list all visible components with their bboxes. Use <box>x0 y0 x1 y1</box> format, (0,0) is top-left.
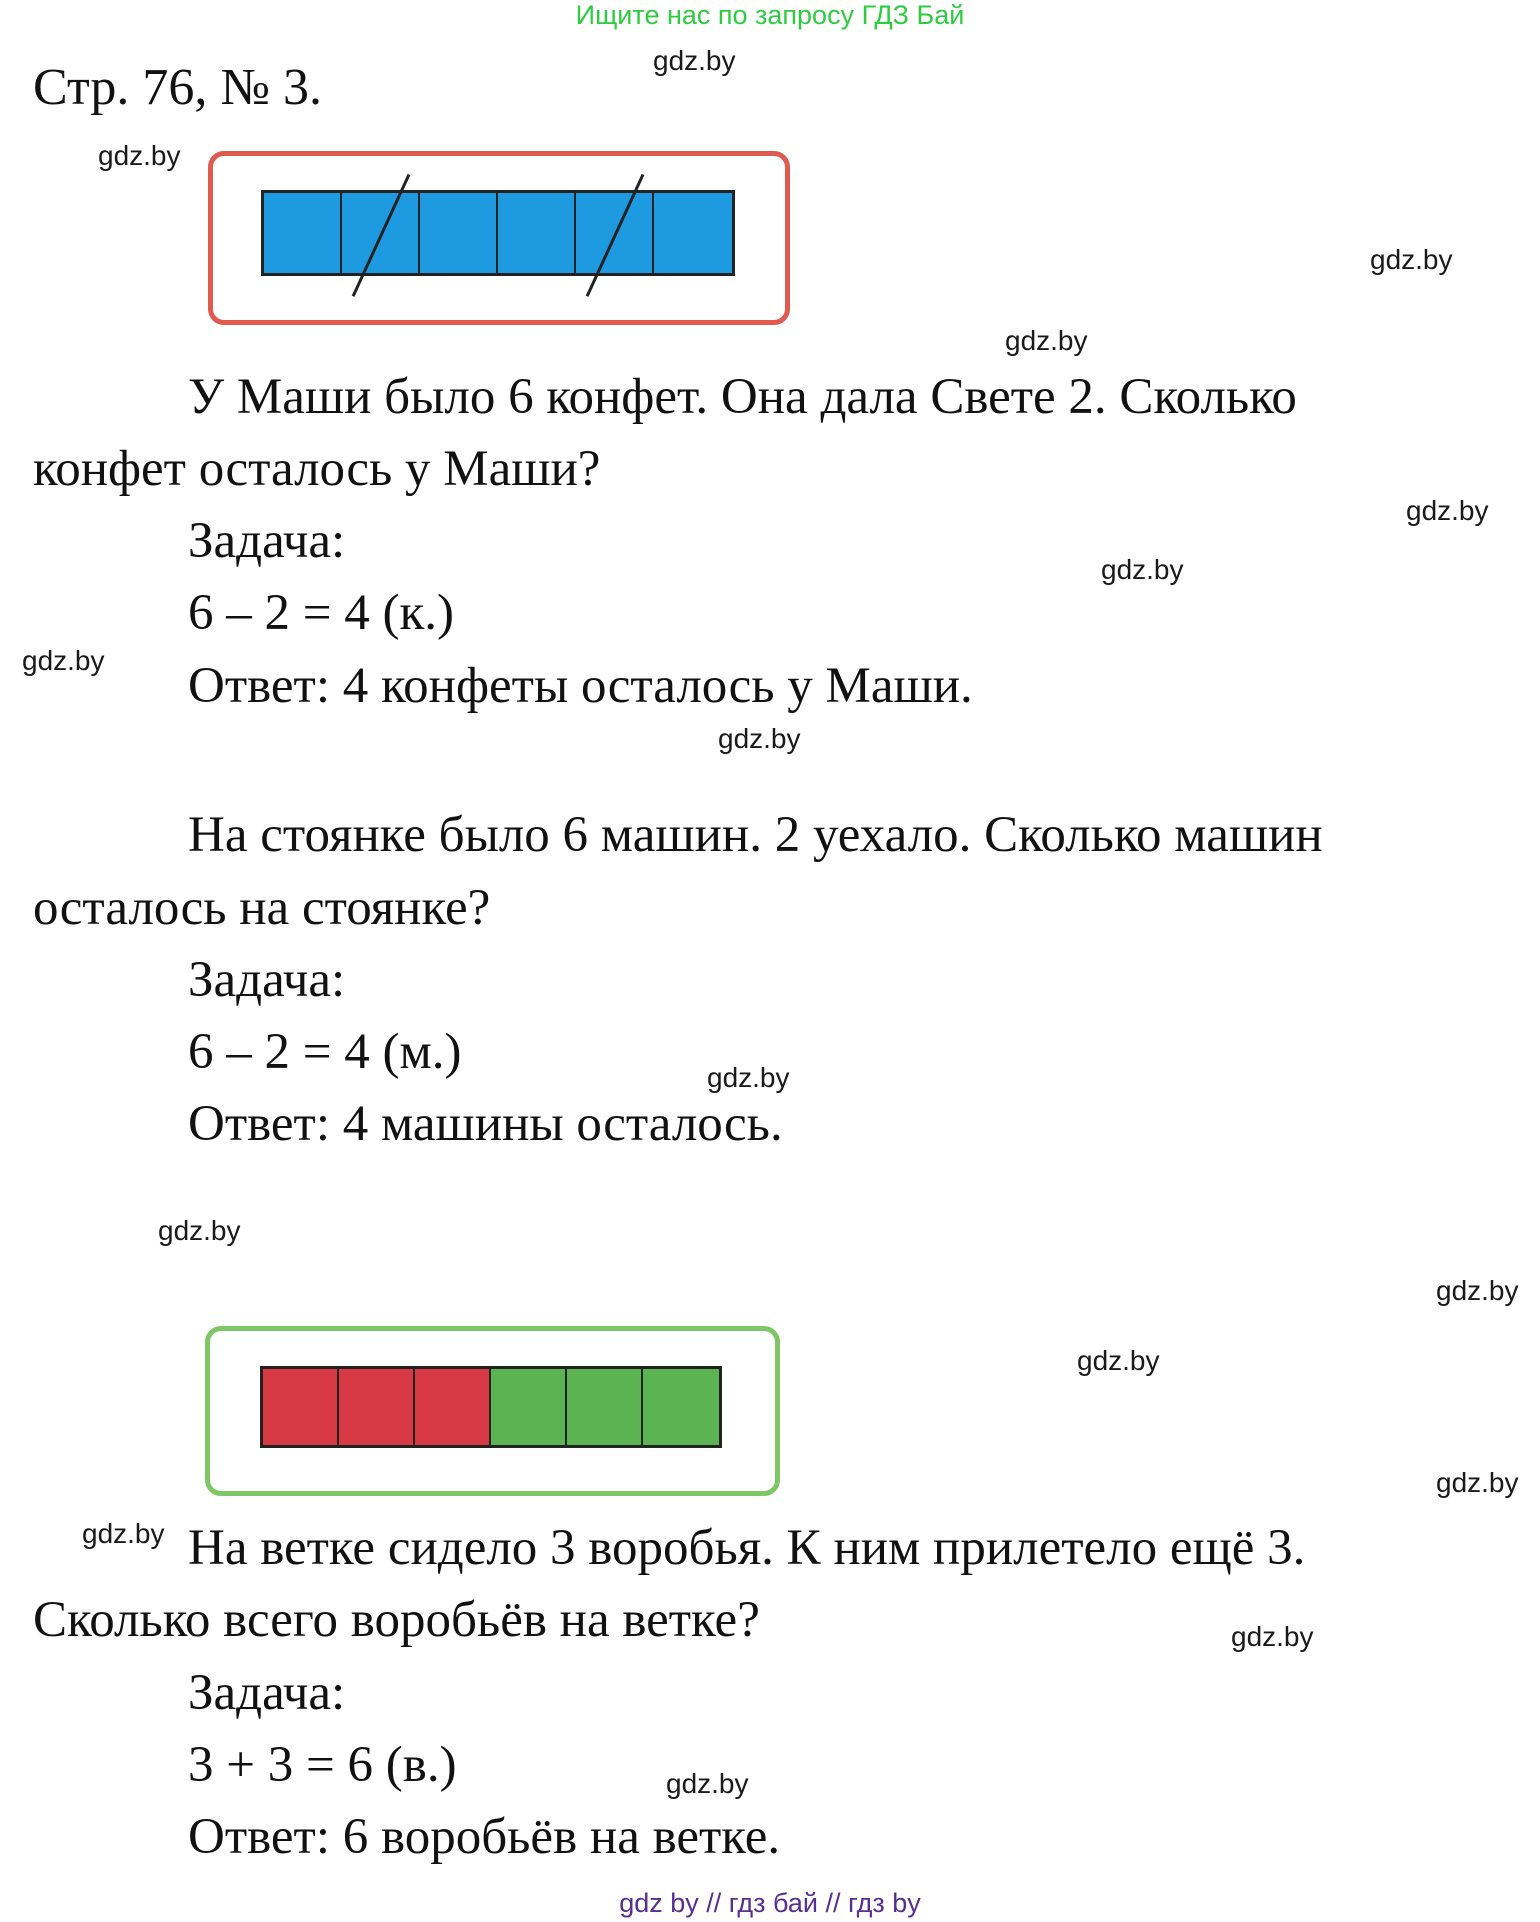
red-square-1 <box>263 1369 339 1445</box>
problem-3-line-2: Сколько всего воробьёв на ветке? <box>33 1592 760 1648</box>
problem-3-label: Задача: <box>188 1665 346 1721</box>
watermark: gdz.by <box>653 45 736 76</box>
watermark: gdz.by <box>1406 495 1489 526</box>
blue-square-3 <box>420 193 498 273</box>
watermark: gdz.by <box>1231 1621 1314 1652</box>
problem-2-line-2: осталось на стоянке? <box>33 880 491 936</box>
problem-3-answer: Ответ: 6 воробьёв на ветке. <box>188 1809 781 1865</box>
green-square-4 <box>491 1369 567 1445</box>
green-square-6 <box>643 1369 719 1445</box>
red-square-2 <box>339 1369 415 1445</box>
problem-2-equation: 6 – 2 = 4 (м.) <box>188 1024 462 1080</box>
problem-1-line-1: У Маши было 6 конфет. Она дала Свете 2. Сколько <box>188 369 1297 425</box>
blue-square-1 <box>264 193 342 273</box>
watermark: gdz.by <box>707 1062 790 1093</box>
watermark: gdz.by <box>158 1215 241 1246</box>
watermark: gdz.by <box>22 645 105 676</box>
blue-square-4 <box>498 193 576 273</box>
watermark: gdz.by <box>666 1768 749 1799</box>
footer-links: gdz by // гдз бай // гдз by <box>619 1888 921 1918</box>
problem-2-label: Задача: <box>188 952 346 1008</box>
watermark: gdz.by <box>1436 1467 1519 1498</box>
watermark: gdz.by <box>718 723 801 754</box>
watermark: gdz.by <box>1077 1345 1160 1376</box>
blue-square-6 <box>654 193 732 273</box>
watermark: gdz.by <box>1370 244 1453 275</box>
watermark: gdz.by <box>82 1518 165 1549</box>
problem-1-label: Задача: <box>188 513 346 569</box>
blue-squares-strip <box>261 190 735 276</box>
search-banner: Ищите нас по запросу ГДЗ Бай <box>575 0 965 30</box>
page-title: Стр. 76, № 3. <box>33 59 322 116</box>
problem-1-equation: 6 – 2 = 4 (к.) <box>188 585 455 641</box>
red-square-3 <box>415 1369 491 1445</box>
problem-3-line-1: На ветке сидело 3 воробья. К ним прилетело ещё 3. <box>188 1520 1306 1576</box>
green-square-5 <box>567 1369 643 1445</box>
problem-2-answer: Ответ: 4 машины осталось. <box>188 1096 783 1152</box>
watermark: gdz.by <box>1101 554 1184 585</box>
problem-2-line-1: На стоянке было 6 машин. 2 уехало. Сколько машин <box>188 807 1323 863</box>
problem-1-line-2: конфет осталось у Маши? <box>33 441 601 497</box>
watermark: gdz.by <box>1005 325 1088 356</box>
red-green-squares-strip <box>260 1366 722 1448</box>
watermark: gdz.by <box>98 140 181 171</box>
problem-1-answer: Ответ: 4 конфеты осталось у Маши. <box>188 658 973 714</box>
watermark: gdz.by <box>1436 1275 1519 1306</box>
problem-3-equation: 3 + 3 = 6 (в.) <box>188 1737 457 1793</box>
